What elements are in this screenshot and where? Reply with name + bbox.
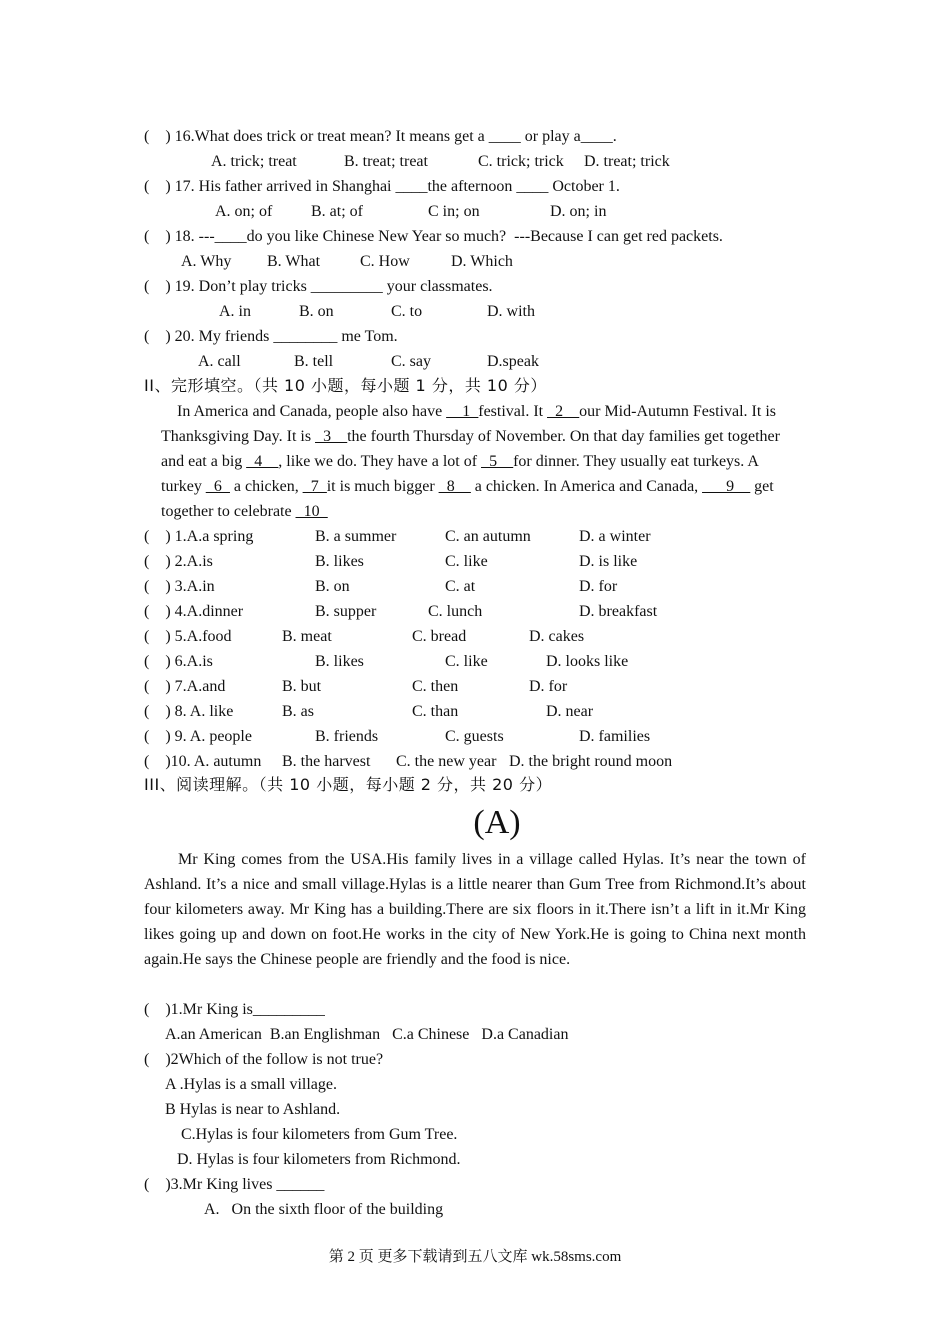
q19-option-c: C. to xyxy=(391,303,423,320)
cloze-line-2: Thanksgiving Day. It is _3__the fourth Thursday of November. On that day families get together xyxy=(161,428,780,445)
cloze-q7-d: D. for xyxy=(529,678,568,695)
q17-option-a: A. on; of xyxy=(215,203,273,220)
cloze-q10-d: D. the bright round moon xyxy=(509,753,673,770)
q16-option-c: C. trick; trick xyxy=(478,153,564,170)
reading-q2-option-d: D. Hylas is four kilometers from Richmond. xyxy=(177,1151,461,1168)
passage-a-label: (A) xyxy=(473,804,521,841)
blank-7: _7_ xyxy=(302,478,327,495)
cloze-q3-c: C. at xyxy=(445,578,476,595)
q19-option-d: D. with xyxy=(487,303,535,320)
blank-2: _2__ xyxy=(547,403,580,420)
cloze-q8-c: C. than xyxy=(412,703,459,720)
passage-a-text: Mr King comes from the USA.His family lives in a village called Hylas. It’s near the town of Ashland. It’s a nice and small village.Hylas is a little nearer than Gum Tree from Richmond.It’s about four kilometers away. Mr King has a building.There are six floors in it.There isn’t a lift in it.Mr King likes going up and down on foot.He works in the city of New York.He is going to China next month again.He says the Chinese people are friendly and the food is nice. xyxy=(144,851,806,968)
cloze-q7-a: ( ) 7.A.and xyxy=(144,678,226,695)
reading-q3: ( )3.Mr King lives ______ xyxy=(144,1176,325,1193)
cloze-q8-b: B. as xyxy=(282,703,314,720)
question-18: ( ) 18. ---____do you like Chinese New Year so much? ---Because I can get red packets. xyxy=(144,228,723,245)
q20-option-b: B. tell xyxy=(294,353,334,370)
blank-5: _5__ xyxy=(481,453,514,470)
question-19: ( ) 19. Don’t play tricks _________ your classmates. xyxy=(144,278,493,295)
cloze-q6-c: C. like xyxy=(445,653,488,670)
cloze-q8-d: D. near xyxy=(546,703,594,720)
blank-1: __1_ xyxy=(446,403,479,420)
cloze-q10-b: B. the harvest xyxy=(282,753,371,770)
section-2-title: II、完形填空。（共 10 小题，每小题 1 分，共 10 分） xyxy=(144,376,547,395)
cloze-q3-d: D. for xyxy=(579,578,618,595)
blank-10: _10_ xyxy=(295,503,328,520)
cloze-q6-b: B. likes xyxy=(315,653,364,670)
section-3-title: III、阅读理解。（共 10 小题，每小题 2 分，共 20 分） xyxy=(144,775,553,794)
reading-q1: ( )1.Mr King is_________ xyxy=(144,1001,325,1018)
cloze-q10-a: ( )10. A. autumn xyxy=(144,753,262,770)
q18-option-b: B. What xyxy=(267,253,321,270)
q17-option-c: C in; on xyxy=(428,203,480,220)
cloze-q7-b: B. but xyxy=(282,678,322,695)
reading-q1-options: A.an American B.an Englishman C.a Chinese D.a Canadian xyxy=(165,1026,569,1043)
cloze-q1-d: D. a winter xyxy=(579,528,651,545)
cloze-q3-b: B. on xyxy=(315,578,350,595)
cloze-q6-d: D. looks like xyxy=(546,653,629,670)
cloze-q9-b: B. friends xyxy=(315,728,379,745)
cloze-q5-d: D. cakes xyxy=(529,628,585,645)
q20-option-a: A. call xyxy=(198,353,241,370)
q18-option-c: C. How xyxy=(360,253,410,270)
reading-q3-option-a: A. On the sixth floor of the building xyxy=(204,1201,444,1218)
question-20: ( ) 20. My friends ________ me Tom. xyxy=(144,328,398,345)
cloze-q6-a: ( ) 6.A.is xyxy=(144,653,213,670)
cloze-line-3: and eat a big _4__, like we do. They have a lot of _5__for dinner. They usually eat turkeys. A xyxy=(161,453,759,470)
page-footer: 第 2 页 更多下载请到五八文库 wk.58sms.com xyxy=(328,1249,622,1265)
reading-q2-option-b: B Hylas is near to Ashland. xyxy=(165,1101,341,1118)
cloze-q5-b: B. meat xyxy=(282,628,332,645)
reading-q2: ( )2Which of the follow is not true? xyxy=(144,1051,384,1068)
q16-option-b: B. treat; treat xyxy=(344,153,428,170)
cloze-q1-b: B. a summer xyxy=(315,528,397,545)
q19-option-b: B. on xyxy=(299,303,334,320)
q18-option-a: A. Why xyxy=(181,253,232,270)
question-16: ( ) 16.What does trick or treat mean? It means get a ____ or play a____. xyxy=(144,128,617,145)
blank-3: _3__ xyxy=(315,428,348,445)
cloze-q9-c: C. guests xyxy=(445,728,504,745)
cloze-line-4: turkey _6_ a chicken, _7_it is much bigger _8__ a chicken. In America and Canada, ___9__ get xyxy=(161,478,774,495)
blank-9: ___9__ xyxy=(702,478,751,495)
cloze-q2-d: D. is like xyxy=(579,553,638,570)
cloze-q1-a: ( ) 1.A.a spring xyxy=(144,528,254,545)
blank-6: _6_ xyxy=(205,478,230,495)
q19-option-a: A. in xyxy=(219,303,251,320)
cloze-q2-c: C. like xyxy=(445,553,488,570)
cloze-line-5: together to celebrate _10_ xyxy=(161,503,328,520)
q16-option-a: A. trick; treat xyxy=(211,153,297,170)
reading-q2-option-c: C.Hylas is four kilometers from Gum Tree. xyxy=(181,1126,458,1143)
cloze-q4-c: C. lunch xyxy=(428,603,483,620)
cloze-q9-a: ( ) 9. A. people xyxy=(144,728,252,745)
reading-q2-option-a: A .Hylas is a small village. xyxy=(165,1076,337,1093)
cloze-q8-a: ( ) 8. A. like xyxy=(144,703,234,720)
cloze-q10-c: C. the new year xyxy=(396,753,497,770)
cloze-q5-c: C. bread xyxy=(412,628,467,645)
blank-8: _8__ xyxy=(438,478,471,495)
q18-option-d: D. Which xyxy=(451,253,513,270)
cloze-q4-a: ( ) 4.A.dinner xyxy=(144,603,244,620)
q20-option-c: C. say xyxy=(391,353,431,370)
cloze-q4-b: B. supper xyxy=(315,603,377,620)
q17-option-b: B. at; of xyxy=(311,203,363,220)
cloze-q3-a: ( ) 3.A.in xyxy=(144,578,215,595)
question-17: ( ) 17. His father arrived in Shanghai ____the afternoon ____ October 1. xyxy=(144,178,620,195)
q20-option-d: D.speak xyxy=(487,353,539,370)
q17-option-d: D. on; in xyxy=(550,203,607,220)
blank-4: _4__ xyxy=(246,453,279,470)
cloze-q7-c: C. then xyxy=(412,678,459,695)
cloze-line-1: In America and Canada, people also have __1_festival. It _2__our Mid-Autumn Festival. It is xyxy=(177,403,776,420)
cloze-q4-d: D. breakfast xyxy=(579,603,658,620)
cloze-q5-a: ( ) 5.A.food xyxy=(144,628,232,645)
cloze-q2-a: ( ) 2.A.is xyxy=(144,553,213,570)
cloze-q1-c: C. an autumn xyxy=(445,528,531,545)
cloze-q2-b: B. likes xyxy=(315,553,364,570)
q16-option-d: D. treat; trick xyxy=(584,153,670,170)
cloze-q9-d: D. families xyxy=(579,728,651,745)
